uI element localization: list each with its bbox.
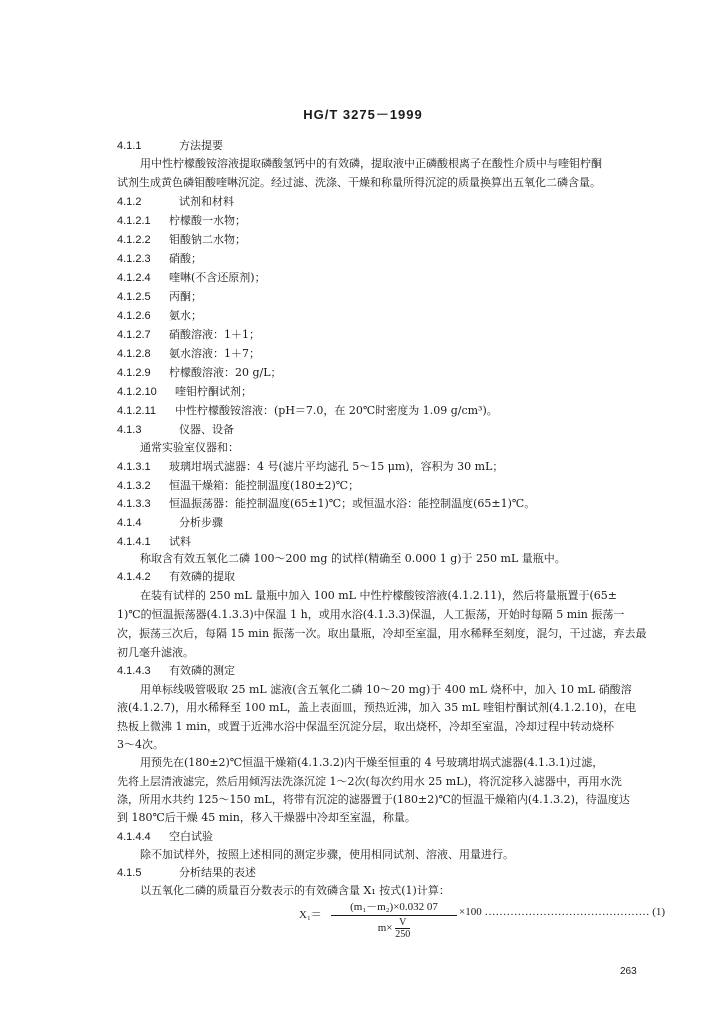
formula-tail: ×100 ……………………………………… (1) [459, 906, 666, 918]
section-line [117, 214, 246, 228]
line-text: 试料 [169, 535, 191, 548]
line-text: 次，振荡三次后，每隔 15 min 振荡一次。取出量瓶，冷却至室温，用水稀释至刻度，混匀，干过滤，弃去最 [117, 627, 647, 640]
line-text: 氨水； [169, 309, 202, 322]
line-text: 喹啉(不含还原剂)； [169, 271, 266, 284]
section-line [117, 423, 234, 437]
section-number: 4.1.4 [117, 517, 142, 529]
line-text: 分析步骤 [179, 516, 223, 529]
line-text: 用预先在(180±2)℃恒温干燥箱(4.1.3.2)内干燥至恒重的 4 号玻璃坩埚式滤器(4.1.3.1)过滤， [140, 756, 604, 769]
formula-inner-denominator: 250 [395, 929, 411, 940]
line-text: 初几毫升滤液。 [117, 646, 194, 659]
line-text: 分析结果的表述 [179, 866, 256, 879]
section-number: 4.1.2.9 [117, 367, 151, 379]
formula-denominator [331, 916, 457, 940]
section-line [117, 830, 213, 844]
line-text: 柠檬酸溶液：20 g/L； [169, 366, 282, 379]
section-number: 4.1.4.2 [117, 571, 151, 583]
paragraph-line [140, 683, 632, 697]
line-text: 恒温干燥箱：能控制温度(180±2)℃； [169, 479, 360, 492]
line-text: 热板上微沸 1 min，或置于近沸水浴中保温至沉淀分层，取出烧杯，冷却至室温，冷却过程中转动烧杯 [117, 720, 615, 733]
section-line [117, 139, 223, 153]
section-line [117, 366, 282, 380]
section-line [117, 570, 235, 584]
section-line [117, 309, 202, 323]
section-line [117, 497, 535, 511]
paragraph-line [117, 775, 622, 789]
section-number: 4.1.2.4 [117, 272, 151, 284]
section-line [117, 290, 202, 304]
line-text: 到 180℃后干燥 45 min，移入干燥器中冷却至室温，称量。 [117, 811, 416, 824]
line-text: 用单标线吸管吸取 25 mL 滤液(含五氧化二磷 10～20 mg)于 400 mL 烧杯中，加入 10 mL 硝酸溶 [140, 683, 632, 696]
paragraph-line [117, 811, 416, 825]
line-text: 仪器、设备 [179, 423, 234, 436]
section-number: 4.1.3.1 [117, 461, 151, 473]
section-number: 4.1.2.2 [117, 234, 151, 246]
section-number: 4.1.2.8 [117, 348, 151, 360]
section-number: 4.1.2.1 [117, 215, 151, 227]
paragraph-line [117, 646, 194, 660]
section-line [117, 385, 252, 399]
line-text: 有效磷的测定 [169, 664, 235, 677]
line-text: 用中性柠檬酸铵溶液提取磷酸氢钙中的有效磷，提取液中正磷酸根离子在酸性介质中与喹钼柠酮 [140, 157, 602, 170]
section-line [117, 195, 234, 209]
section-line [117, 252, 202, 266]
section-number: 4.1.2.11 [117, 405, 156, 417]
page-number: 263 [620, 966, 637, 977]
line-text: 以五氧化二磷的质量百分数表示的有效磷含量 X₁ 按式(1)计算： [140, 884, 450, 897]
section-number: 4.1.2.5 [117, 291, 151, 303]
line-text: 喹钼柠酮试剂； [175, 385, 252, 398]
section-number: 4.1.2.3 [117, 253, 151, 265]
line-text: 钼酸钠二水物； [169, 233, 246, 246]
section-number: 4.1.4.4 [117, 831, 151, 843]
section-line [117, 866, 256, 880]
line-text: 液(4.1.2.7)，用水稀释至 100 mL，盖上表面皿，预热近沸，加入 35 mL 喹钼柠酮试剂(4.1.2.10)，在电 [117, 701, 637, 714]
paragraph-line [140, 157, 602, 171]
section-number: 4.1.2.6 [117, 310, 151, 322]
paragraph-line [140, 848, 514, 862]
section-number: 4.1.2.10 [117, 386, 157, 398]
section-line [117, 664, 235, 678]
paragraph-line [140, 441, 239, 455]
formula-lhs: X₁＝ [299, 909, 322, 921]
paragraph-line [140, 589, 617, 603]
section-line [117, 479, 359, 493]
line-text: 方法提要 [179, 139, 223, 152]
line-text: 3～4次。 [117, 738, 164, 751]
formula-denominator-prefix: m× [377, 922, 393, 935]
section-number: 4.1.3.2 [117, 480, 151, 492]
section-line [117, 328, 260, 342]
section-number: 4.1.3.3 [117, 498, 151, 510]
section-line [117, 535, 191, 549]
paragraph-line [117, 720, 614, 734]
line-text: 试剂生成黄色磷钼酸喹啉沉淀。经过滤、洗涤、干燥和称量所得沉淀的质量换算出五氧化二磷含量。 [117, 176, 601, 189]
line-text: 称取含有效五氧化二磷 100～200 mg 的试样(精确至 0.000 1 g)于 250 mL 量瓶中。 [140, 552, 566, 565]
line-text: 恒温振荡器：能控制温度(65±1)℃；或恒温水浴：能控制温度(65±1)℃。 [169, 497, 536, 510]
line-text: 涤，所用水共约 125～150 mL，将带有沉淀的滤器置于(180±2)℃的恒温干燥箱内(4.1.3.2)，待温度达 [117, 793, 630, 806]
formula-inner-numerator: V [395, 917, 410, 929]
paragraph-line [117, 738, 164, 752]
line-text: 柠檬酸一水物； [169, 214, 246, 227]
formula-numerator: (m₁－m₂)×0.032 07 [331, 898, 457, 916]
paragraph-line [140, 756, 603, 770]
section-line [117, 460, 503, 474]
line-text: 玻璃坩埚式滤器：4 号(滤片平均滤孔 5～15 μm)，容积为 30 mL； [169, 460, 504, 473]
paragraph-line [117, 627, 647, 641]
line-text: 在装有试样的 250 mL 量瓶中加入 100 mL 中性柠檬酸铵溶液(4.1.2.11)，然后将量瓶置于(65± [140, 589, 618, 602]
section-line [117, 271, 266, 285]
line-text: 除不加试样外，按照上述相同的测定步骤，使用相同试剂、溶液、用量进行。 [140, 848, 514, 861]
paragraph-line [117, 701, 636, 715]
section-number: 4.1.2 [117, 196, 142, 208]
section-line [117, 516, 223, 530]
paragraph-line [117, 793, 630, 807]
line-text: 丙酮； [169, 290, 202, 303]
formula-inner-fraction [395, 917, 410, 940]
line-text: 通常实验室仪器和： [140, 441, 239, 454]
paragraph-line [140, 884, 450, 898]
section-line [117, 404, 498, 418]
line-text: 有效磷的提取 [169, 570, 235, 583]
section-number: 4.1.5 [117, 867, 142, 879]
line-text: 氨水溶液：1＋7； [169, 347, 260, 360]
formula-fraction [331, 898, 457, 940]
paragraph-line [117, 176, 601, 190]
line-text: 硝酸； [169, 252, 202, 265]
section-number: 4.1.4.3 [117, 665, 151, 677]
line-text: 1)℃的恒温振荡器(4.1.3.3)中保温 1 h，或用水浴(4.1.3.3)保温，人工振荡，开始时每隔 5 min 振荡一 [117, 608, 625, 621]
line-text: 中性柠檬酸铵溶液：(pH＝7.0，在 20℃时密度为 1.09 g/cm³)。 [175, 404, 498, 417]
paragraph-line [117, 608, 624, 622]
line-text: 空白试验 [169, 830, 213, 843]
standard-header: HG/T 3275－1999 [303, 107, 423, 122]
section-number: 4.1.2.7 [117, 329, 151, 341]
section-number: 4.1.1 [117, 140, 142, 152]
line-text: 硝酸溶液：1＋1； [169, 328, 260, 341]
section-line [117, 233, 246, 247]
section-number: 4.1.4.1 [117, 536, 151, 548]
line-text: 先将上层清液滤完，然后用倾泻法洗涤沉淀 1～2次(每次约用水 25 mL)，将沉淀移入滤器中，再用水洗 [117, 775, 622, 788]
line-text: 试剂和材料 [179, 195, 234, 208]
section-line [117, 347, 260, 361]
section-number: 4.1.3 [117, 424, 142, 436]
paragraph-line [140, 552, 566, 566]
